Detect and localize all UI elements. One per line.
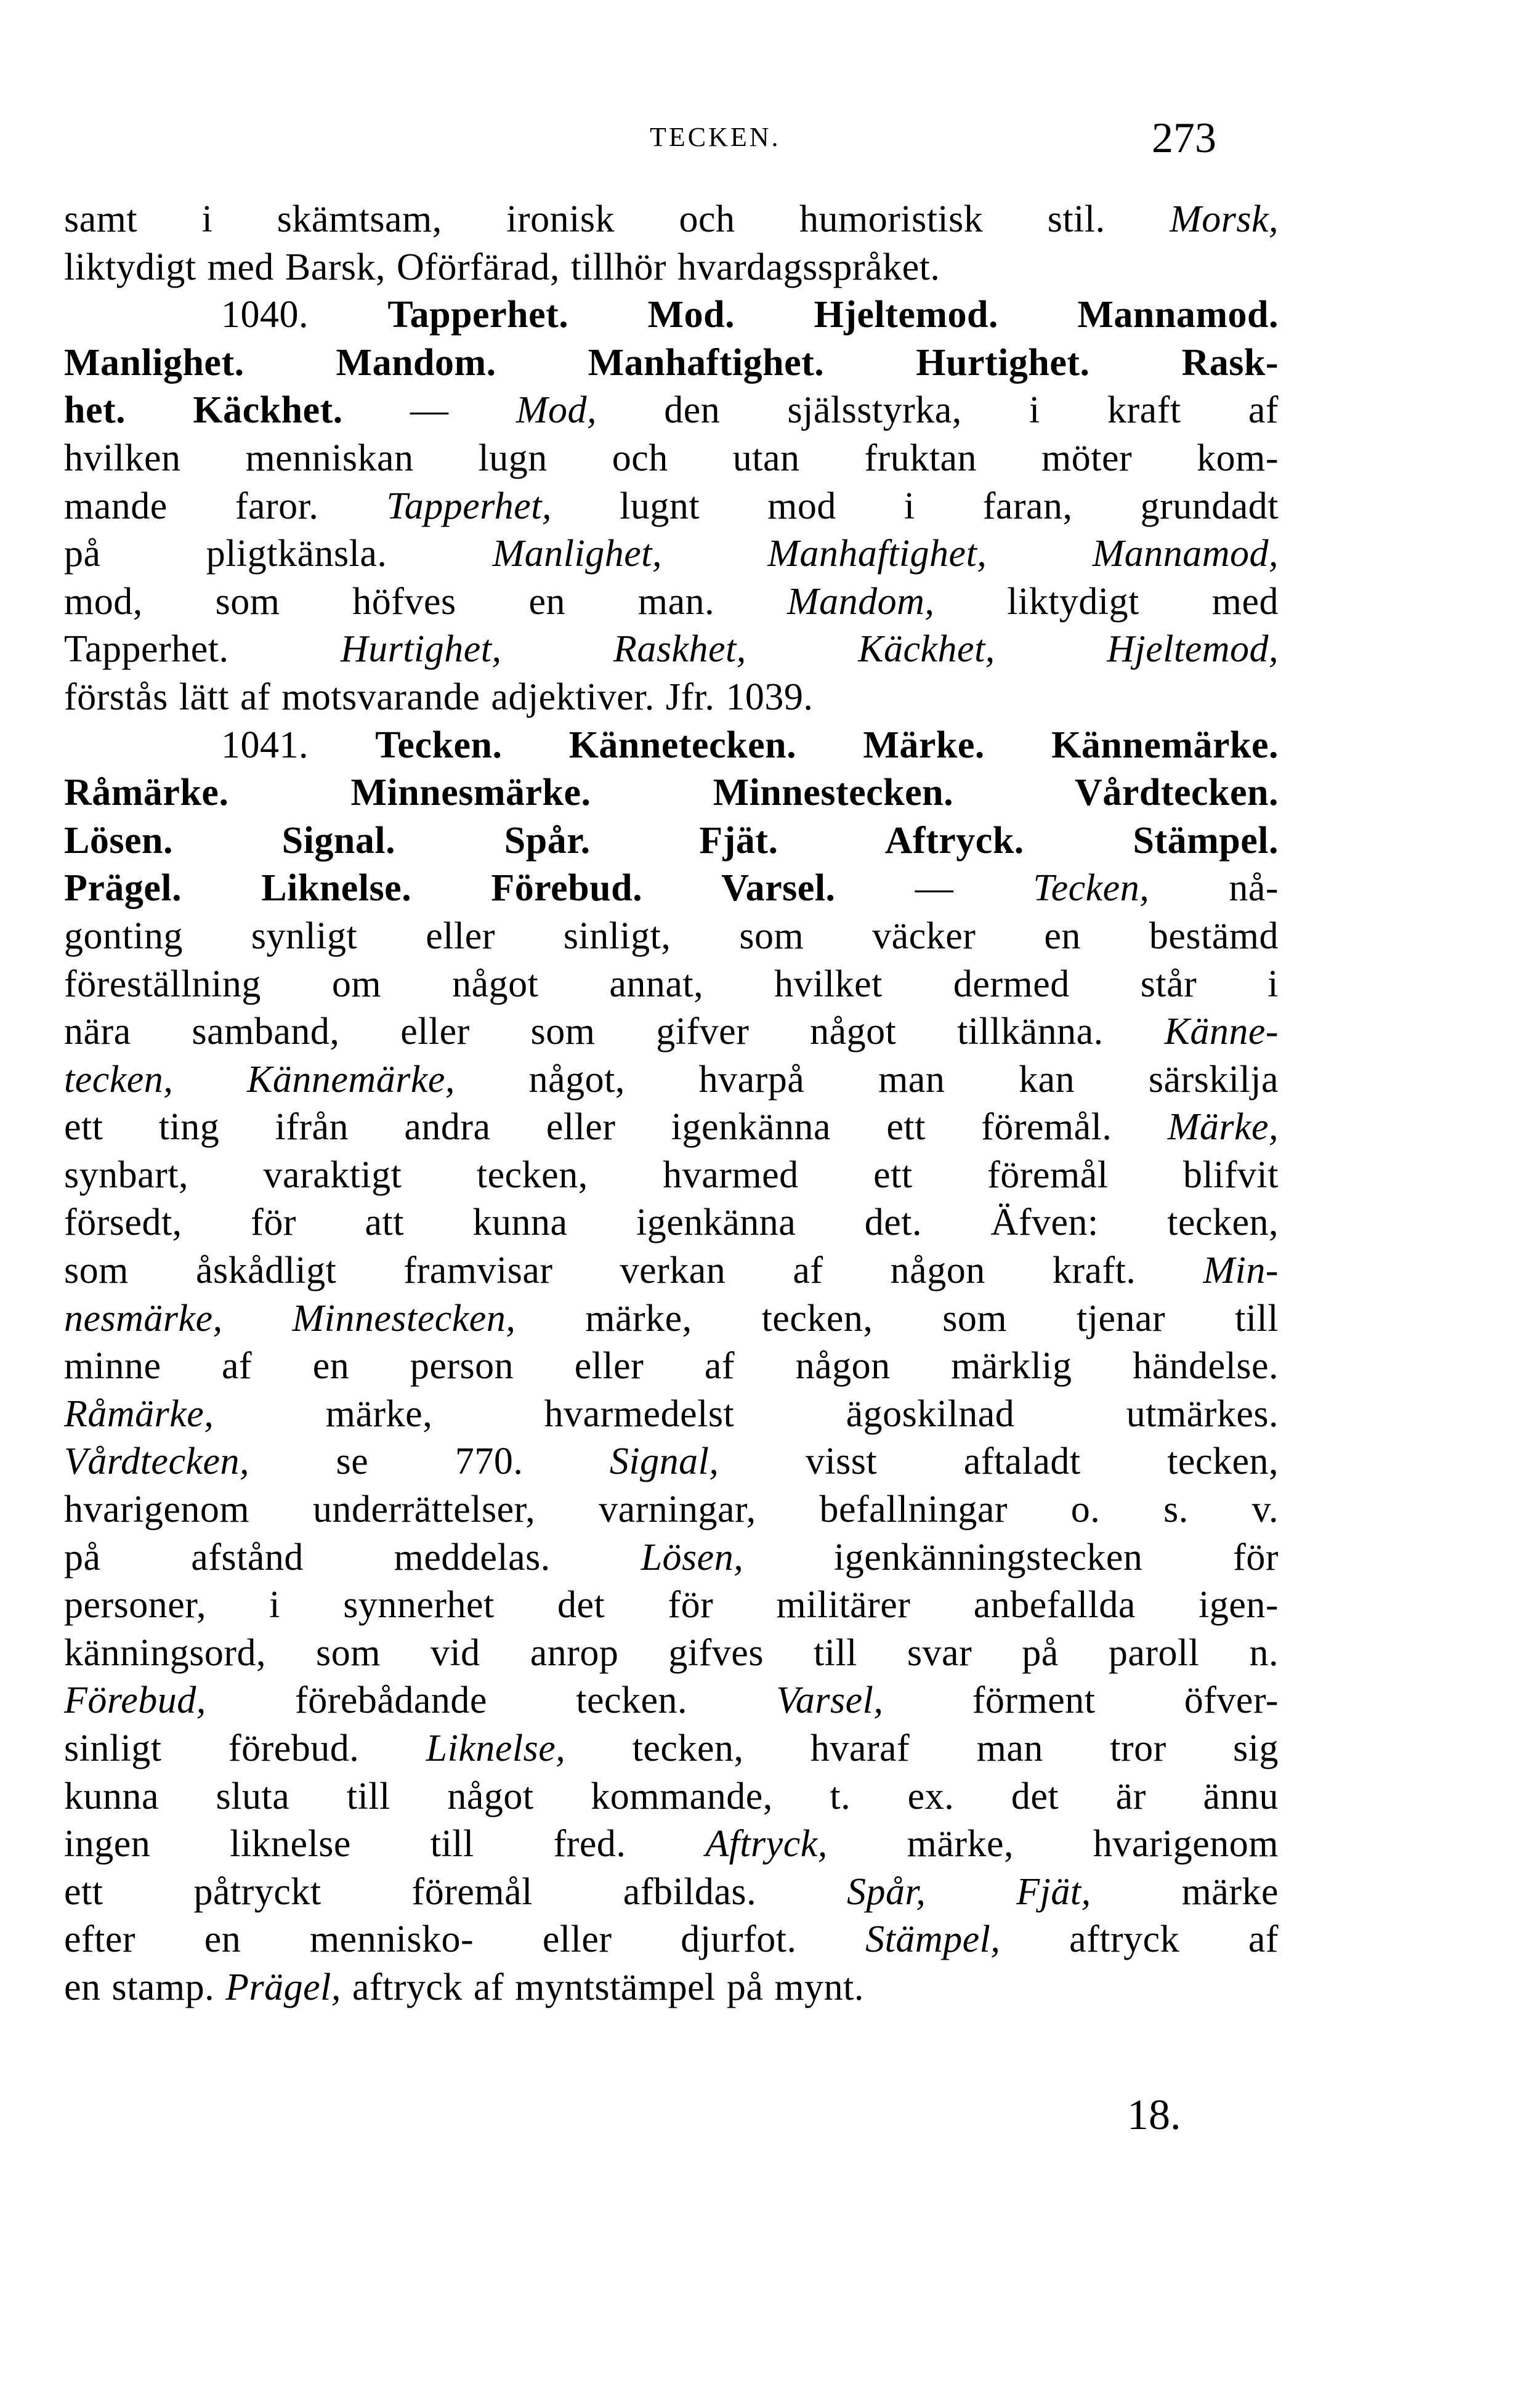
headword-bold: Prägel. Liknelse. Förebud. Varsel. <box>64 867 836 910</box>
running-title: TECKEN. <box>650 122 781 152</box>
term-italic: Prägel, <box>225 1966 341 2008</box>
body-text <box>64 196 1279 2012</box>
term-italic: Råmärke, <box>64 1392 214 1435</box>
text-line <box>64 913 1279 961</box>
term-italic: Signal, <box>609 1440 719 1483</box>
text-run: nära samband, eller som gifver något tillkänna. <box>64 1011 1165 1053</box>
text-line <box>64 1869 1279 1917</box>
text-line <box>64 435 1279 483</box>
headword-bold: Manlighet. Mandom. Manhaftighet. Hurtighet. Rask- <box>64 341 1279 384</box>
text-run: synbart, varaktigt tecken, hvarmed ett föremål blifvit <box>64 1153 1279 1196</box>
text-run: ett påtryckt föremål afbildas. <box>64 1870 847 1913</box>
text-run: en stamp. <box>64 1966 226 2008</box>
text-run: ingen liknelse till fred. <box>64 1823 706 1865</box>
term-italic: Mandom, <box>786 580 935 623</box>
text-run: 1041. <box>221 724 376 766</box>
text-line <box>64 1056 1279 1104</box>
text-line <box>64 244 1279 292</box>
text-run: Tapperhet. <box>64 628 341 671</box>
text-line <box>64 674 1279 722</box>
term-italic: Min- <box>1203 1250 1279 1292</box>
text-line <box>64 817 1279 865</box>
text-line <box>64 1438 1279 1486</box>
text-line <box>64 769 1279 817</box>
text-run: visst aftaladt tecken, <box>719 1440 1279 1483</box>
text-run: efter en mennisko- eller djurfot. <box>64 1918 866 1961</box>
text-line <box>64 1964 1279 2012</box>
term-italic: Spår, Fjät, <box>847 1870 1091 1913</box>
text-line <box>64 291 1279 339</box>
text-line <box>64 961 1279 1009</box>
text-line <box>64 1916 1279 1964</box>
text-line <box>64 1343 1279 1391</box>
term-italic: Känne- <box>1164 1011 1279 1053</box>
text-line <box>64 1630 1279 1678</box>
text-run: samt i skämtsam, ironisk och humoristisk stil. <box>64 198 1170 240</box>
text-line <box>64 1104 1279 1152</box>
running-head <box>0 114 1520 163</box>
term-italic: Mod, <box>515 389 597 432</box>
text-line <box>64 578 1279 626</box>
headword-bold: Tecken. Kännetecken. Märke. Kännemärke. <box>375 724 1279 766</box>
text-line <box>64 1677 1279 1725</box>
term-italic: Tecken, <box>1033 867 1150 910</box>
term-italic: Hurtighet, Raskhet, Käckhet, Hjeltemod, <box>340 628 1279 671</box>
text-run: lugnt mod i faran, grundadt <box>552 485 1279 527</box>
page-number: 273 <box>1152 115 1216 162</box>
text-run: något, hvarpå man kan särskilja <box>455 1058 1279 1101</box>
text-run: den själsstyrka, i kraft af <box>596 389 1279 432</box>
text-run: märke, tecken, som tjenar till <box>515 1297 1279 1339</box>
term-italic: Vårdtecken, <box>64 1440 249 1483</box>
text-line <box>64 339 1279 387</box>
text-run: förebådande tecken. <box>206 1679 777 1722</box>
text-run: på afstånd meddelas. <box>64 1536 641 1578</box>
text-line <box>64 1008 1279 1056</box>
term-italic: Stämpel, <box>865 1918 1001 1961</box>
term-italic: Aftryck, <box>705 1823 828 1865</box>
term-italic: Lösen, <box>641 1536 744 1578</box>
term-italic: Varsel, <box>776 1679 884 1722</box>
text-run: minne af en person eller af någon märklig händelse. <box>64 1345 1279 1388</box>
text-run: hvarigenom underrättelser, varningar, befallningar o. s. v. <box>64 1489 1279 1531</box>
text-run: ett ting ifrån andra eller igenkänna ett föremål. <box>64 1106 1168 1149</box>
term-italic: Liknelse, <box>426 1727 566 1769</box>
text-run: försedt, för att kunna igenkänna det. Äfven: tecken, <box>64 1202 1279 1244</box>
headword-bold: het. Käckhet. <box>64 389 343 432</box>
term-italic: nesmärke, Minnestecken, <box>64 1297 516 1339</box>
text-run: kunna sluta till något kommande, t. ex. det är ännu <box>64 1775 1279 1817</box>
text-run: mande faror. <box>64 485 387 527</box>
text-run: nå- <box>1149 867 1279 910</box>
text-line <box>64 1725 1279 1773</box>
term-italic: Morsk, <box>1170 198 1279 240</box>
term-italic: Manlighet, Manhaftighet, Mannamod, <box>492 533 1279 575</box>
text-line <box>64 626 1279 674</box>
text-line <box>64 1391 1279 1439</box>
text-run: 1040. <box>221 294 388 336</box>
headword-bold: Råmärke. Minnesmärke. Minnestecken. Vårdtecken. <box>64 772 1279 814</box>
text-line <box>64 1199 1279 1247</box>
text-line <box>64 196 1279 244</box>
term-italic: Förebud, <box>64 1679 206 1722</box>
text-line <box>64 1773 1279 1821</box>
headword-bold: Tapperhet. Mod. Hjeltemod. Mannamod. <box>387 294 1279 336</box>
text-line <box>64 1486 1279 1534</box>
text-run: aftryck af myntstämpel på mynt. <box>341 1966 864 2008</box>
signature-mark: 18. <box>1127 2091 1181 2139</box>
text-line <box>64 1582 1279 1630</box>
text-run: märke <box>1091 1870 1279 1913</box>
text-run: mod, som höfves en man. <box>64 580 787 623</box>
text-run: sinligt förebud. <box>64 1727 426 1769</box>
text-line <box>64 1820 1279 1869</box>
text-run: liktydigt med <box>934 580 1279 623</box>
text-run: som åskådligt framvisar verkan af någon kraft. <box>64 1250 1203 1292</box>
text-run: föreställning om något annat, hvilket dermed står i <box>64 963 1279 1005</box>
term-italic: Tapperhet, <box>386 485 552 527</box>
text-run: förment öfver- <box>883 1679 1279 1722</box>
text-line <box>64 483 1279 531</box>
text-run: igenkänningstecken för <box>743 1536 1279 1578</box>
text-run: liktydigt med Barsk, Oförfärad, tillhör hvardagsspråket. <box>64 246 940 288</box>
headword-bold: Lösen. Signal. Spår. Fjät. Aftryck. Stämpel. <box>64 819 1279 862</box>
text-run: märke, hvarigenom <box>827 1823 1279 1865</box>
term-italic: tecken, Kännemärke, <box>64 1058 455 1101</box>
text-line <box>64 1534 1279 1582</box>
text-line <box>64 1152 1279 1200</box>
text-run: märke, hvarmedelst ägoskilnad utmärkes. <box>214 1392 1279 1435</box>
term-italic: Märke, <box>1167 1106 1279 1149</box>
text-line <box>64 722 1279 770</box>
text-run: gonting synligt eller sinligt, som väcker en bestämd <box>64 915 1279 957</box>
text-line <box>64 1295 1279 1343</box>
text-run: hvilken menniskan lugn och utan fruktan möter kom- <box>64 437 1279 479</box>
text-run: aftryck af <box>1000 1918 1279 1961</box>
text-run: känningsord, som vid anrop gifves till svar på paroll n. <box>64 1631 1279 1674</box>
text-line <box>64 1247 1279 1295</box>
text-run: på pligtkänsla. <box>64 533 493 575</box>
text-line <box>64 530 1279 578</box>
text-line <box>64 387 1279 435</box>
text-run: personer, i synnerhet det för militärer anbefallda igen- <box>64 1584 1279 1626</box>
text-run: se 770. <box>249 1440 610 1483</box>
text-run: förstås lätt af motsvarande adjektiver. Jfr. 1039. <box>64 676 814 718</box>
text-run: — <box>835 867 1033 910</box>
text-run: tecken, hvaraf man tror sig <box>565 1727 1279 1769</box>
text-line <box>64 865 1279 913</box>
text-run: — <box>342 389 516 432</box>
